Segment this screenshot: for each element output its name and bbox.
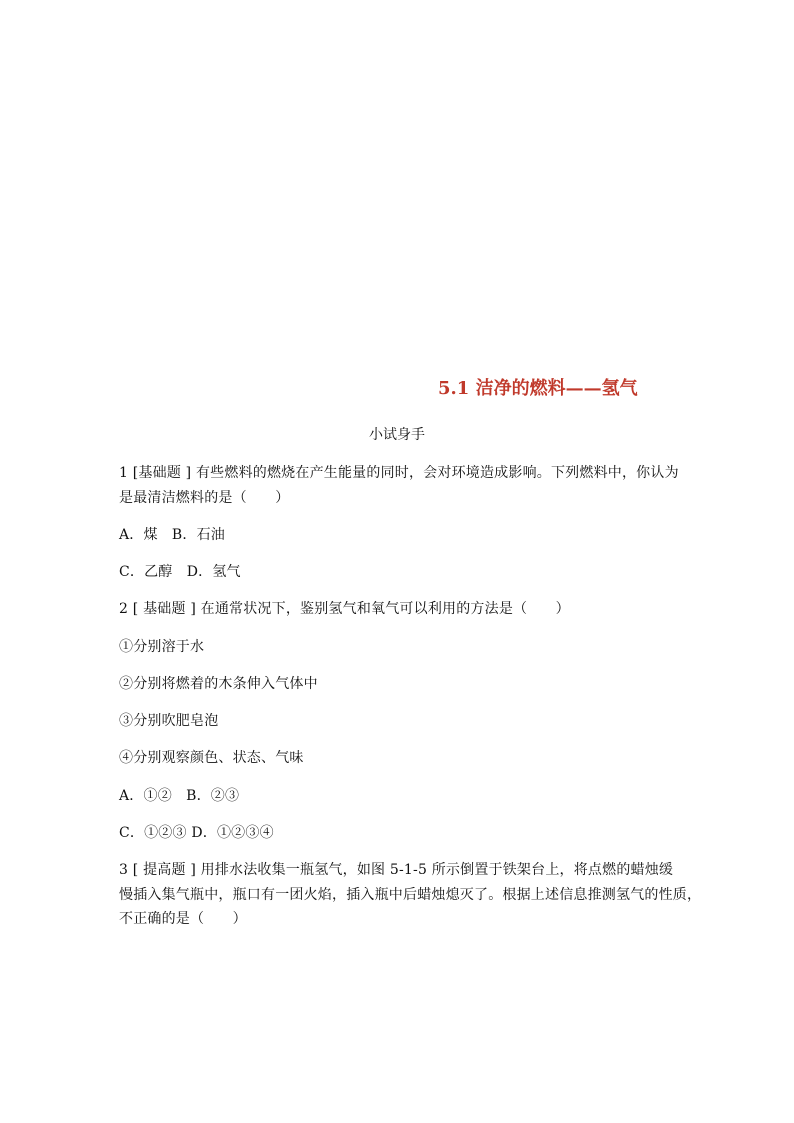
question-2-stem: 2 [ 基础题 ] 在通常状况下，鉴别氢气和氧气可以利用的方法是（ ） — [119, 601, 570, 617]
question-3-line-1: 3 [ 提高题 ] 用排水法收集一瓶氢气，如图 5-1-5 所示倒置于铁架台上，将点燃的蜡烛缓 — [119, 862, 674, 878]
question-1-options-ab: A．煤 B．石油 — [119, 527, 225, 543]
question-2-method-3: ③分别吹肥皂泡 — [119, 713, 219, 729]
question-1-line-2: 是最清洁燃料的是（ ） — [119, 490, 290, 506]
document-title: 5.1 洁净的燃料——氢气 — [438, 378, 638, 399]
question-2-method-1: ①分别溶于水 — [119, 639, 205, 655]
section-heading: 小试身手 — [369, 427, 425, 443]
question-2-options-cd: C．①②③ D．①②③④ — [119, 825, 274, 841]
question-1-line-1: 1 [基础题 ] 有些燃料的燃烧在产生能量的同时，会对环境造成影响。下列燃料中，你认为 — [119, 465, 679, 481]
question-3-line-3: 不正确的是（ ） — [119, 911, 247, 927]
question-3-line-2: 慢插入集气瓶中，瓶口有一团火焰，插入瓶中后蜡烛熄灭了。根据上述信息推测氢气的性质， — [119, 887, 702, 903]
question-2-options-ab: A．①② B．②③ — [119, 788, 240, 804]
question-2-method-4: ④分别观察颜色、状态、气味 — [119, 750, 304, 766]
question-1-options-cd: C．乙醇 D．氢气 — [119, 564, 241, 580]
question-2-method-2: ②分别将燃着的木条伸入气体中 — [119, 676, 318, 692]
